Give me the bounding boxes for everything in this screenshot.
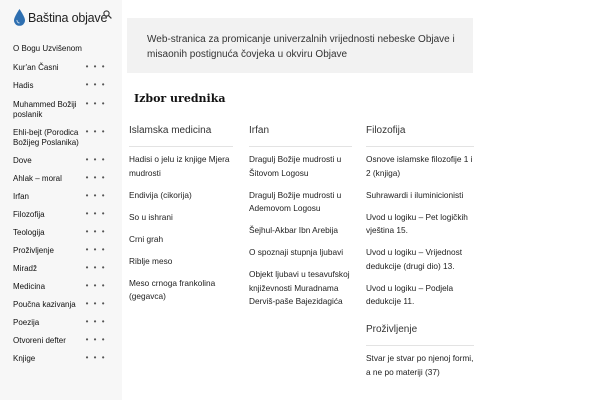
sidebar-item-label: Poučna kazivanja xyxy=(13,300,76,309)
category-heading[interactable]: Filozofija xyxy=(366,125,474,147)
search-icon[interactable] xyxy=(103,10,112,19)
sidebar-item-label: Teologija xyxy=(13,228,45,237)
article-link[interactable]: Stvar je stvar po njenoj formi, a ne po materiji (37) xyxy=(366,353,474,377)
sidebar xyxy=(0,0,122,400)
article-link[interactable]: Uvod u logiku – Pet logičkih vještina 15. xyxy=(366,211,468,235)
submenu-toggle[interactable]: • • • xyxy=(85,353,106,362)
article-link[interactable]: Uvod u logiku – Podjela dedukcije 11. xyxy=(366,282,454,306)
submenu-toggle[interactable]: • • • xyxy=(85,209,106,218)
sidebar-item-label: Knjige xyxy=(13,354,36,363)
article-link[interactable]: Dragulj Božije mudrosti u Ademovom Logosu xyxy=(249,189,342,213)
submenu-toggle[interactable]: • • • xyxy=(85,245,106,254)
submenu-toggle[interactable]: • • • xyxy=(85,227,106,236)
submenu-toggle[interactable]: • • • xyxy=(85,191,106,200)
article-link[interactable]: Uvod u logiku – Vrijednost dedukcije (drugi dio) 13. xyxy=(366,247,463,271)
sidebar-item-kuran[interactable] xyxy=(0,61,122,79)
submenu-toggle[interactable]: • • • xyxy=(85,263,106,272)
submenu-toggle[interactable]: • • • xyxy=(85,99,106,108)
submenu-toggle[interactable]: • • • xyxy=(85,317,106,326)
article-link[interactable]: O spoznaji stupnja ljubavi xyxy=(249,247,344,257)
article-link[interactable]: So u ishrani xyxy=(129,211,173,222)
category-column-irfan xyxy=(249,125,352,317)
site-logo[interactable] xyxy=(14,8,114,32)
submenu-toggle[interactable]: • • • xyxy=(85,335,106,344)
article-link[interactable]: Endivija (cikorija) xyxy=(129,189,192,200)
sidebar-item-label: O Bogu Uzvišenom xyxy=(13,44,82,53)
sidebar-item-label: Muhammed Božiji poslanik xyxy=(13,100,77,119)
drop-icon xyxy=(14,9,25,26)
sidebar-item-label: Hadis xyxy=(13,81,34,90)
sidebar-item-label: Kur'an Časni xyxy=(13,63,59,72)
article-link[interactable]: Osnove islamske filozofije 1 i 2 (knjiga) xyxy=(366,154,473,178)
sidebar-item-poucna-kazivanja[interactable] xyxy=(0,298,122,316)
site-tagline: Web-stranica za promicanje univerzalnih vrijednosti nebeske Objave i misaonih postignuća čovjeka u okviru Objave xyxy=(147,34,455,60)
sidebar-item-ehli-bejt[interactable] xyxy=(0,126,122,154)
sidebar-item-knjige[interactable] xyxy=(0,352,122,370)
article-link[interactable]: Riblje meso xyxy=(129,255,173,266)
submenu-toggle[interactable]: • • • xyxy=(85,80,106,89)
article-list xyxy=(366,352,474,379)
sidebar-item-label: Irfan xyxy=(13,192,30,201)
sidebar-nav xyxy=(0,42,122,370)
sidebar-item-o-bogu[interactable] xyxy=(0,42,122,61)
sidebar-item-irfan[interactable] xyxy=(0,190,122,208)
article-list xyxy=(249,153,352,309)
sidebar-item-muhammed[interactable] xyxy=(0,98,122,126)
sidebar-item-label: Ehli-bejt (Porodica Božijeg Poslanika) xyxy=(13,128,79,147)
submenu-toggle[interactable]: • • • xyxy=(85,173,106,182)
article-link[interactable]: Meso crnoga frankolina (gegavca) xyxy=(129,277,216,301)
submenu-toggle[interactable]: • • • xyxy=(85,281,106,290)
category-heading[interactable]: Irfan xyxy=(249,125,352,147)
sidebar-item-medicina[interactable] xyxy=(0,280,122,298)
category-heading[interactable]: Proživljenje xyxy=(366,324,474,346)
category-heading[interactable]: Islamska medicina xyxy=(129,125,233,147)
article-list xyxy=(129,153,233,304)
article-link[interactable]: Suhrawardi i iluminicionisti xyxy=(366,189,464,200)
article-link[interactable]: Šejhul-Akbar Ibn Arebija xyxy=(249,225,339,235)
sidebar-item-miradz[interactable] xyxy=(0,262,122,280)
sidebar-item-teologija[interactable] xyxy=(0,226,122,244)
sidebar-item-label: Dove xyxy=(13,156,32,165)
article-list xyxy=(366,153,474,309)
submenu-toggle[interactable]: • • • xyxy=(85,299,106,308)
article-link[interactable]: Hadisi o jelu iz knjige Mjera mudrosti xyxy=(129,154,230,178)
sidebar-item-label: Miradž xyxy=(13,264,38,273)
site-tagline-banner xyxy=(127,18,473,73)
sidebar-item-hadis[interactable] xyxy=(0,79,122,98)
sidebar-item-prozivljenje[interactable] xyxy=(0,244,122,262)
site-name: Baština objave xyxy=(28,11,108,25)
sidebar-item-label: Filozofija xyxy=(13,210,45,219)
sidebar-item-dove[interactable] xyxy=(0,154,122,172)
sidebar-item-label: Proživljenje xyxy=(13,246,54,255)
sidebar-item-label: Otvoreni defter xyxy=(13,336,66,345)
article-link[interactable]: Dragulj Božije mudrosti u Šitovom Logosu xyxy=(249,154,342,178)
sidebar-item-label: Medicina xyxy=(13,282,46,291)
category-column-filozofija xyxy=(366,125,474,317)
submenu-toggle[interactable]: • • • xyxy=(85,62,106,71)
article-link[interactable]: Crni grah xyxy=(129,233,164,244)
sidebar-item-otvoreni-defter[interactable] xyxy=(0,334,122,352)
submenu-toggle[interactable]: • • • xyxy=(85,127,106,136)
category-column-prozivljenje xyxy=(366,324,474,388)
submenu-toggle[interactable]: • • • xyxy=(85,155,106,164)
section-title: Izbor urednika xyxy=(134,92,226,105)
sidebar-item-ahlak[interactable] xyxy=(0,172,122,190)
article-link[interactable]: Objekt ljubavi u tesavufskoj književnosti Muradnama Derviš-paše Bajezidagića xyxy=(249,269,350,306)
sidebar-item-poezija[interactable] xyxy=(0,316,122,334)
sidebar-item-label: Poezija xyxy=(13,318,40,327)
category-column-islamska-medicina xyxy=(129,125,233,312)
sidebar-item-label: Ahlak – moral xyxy=(13,174,62,183)
sidebar-item-filozofija[interactable] xyxy=(0,208,122,226)
